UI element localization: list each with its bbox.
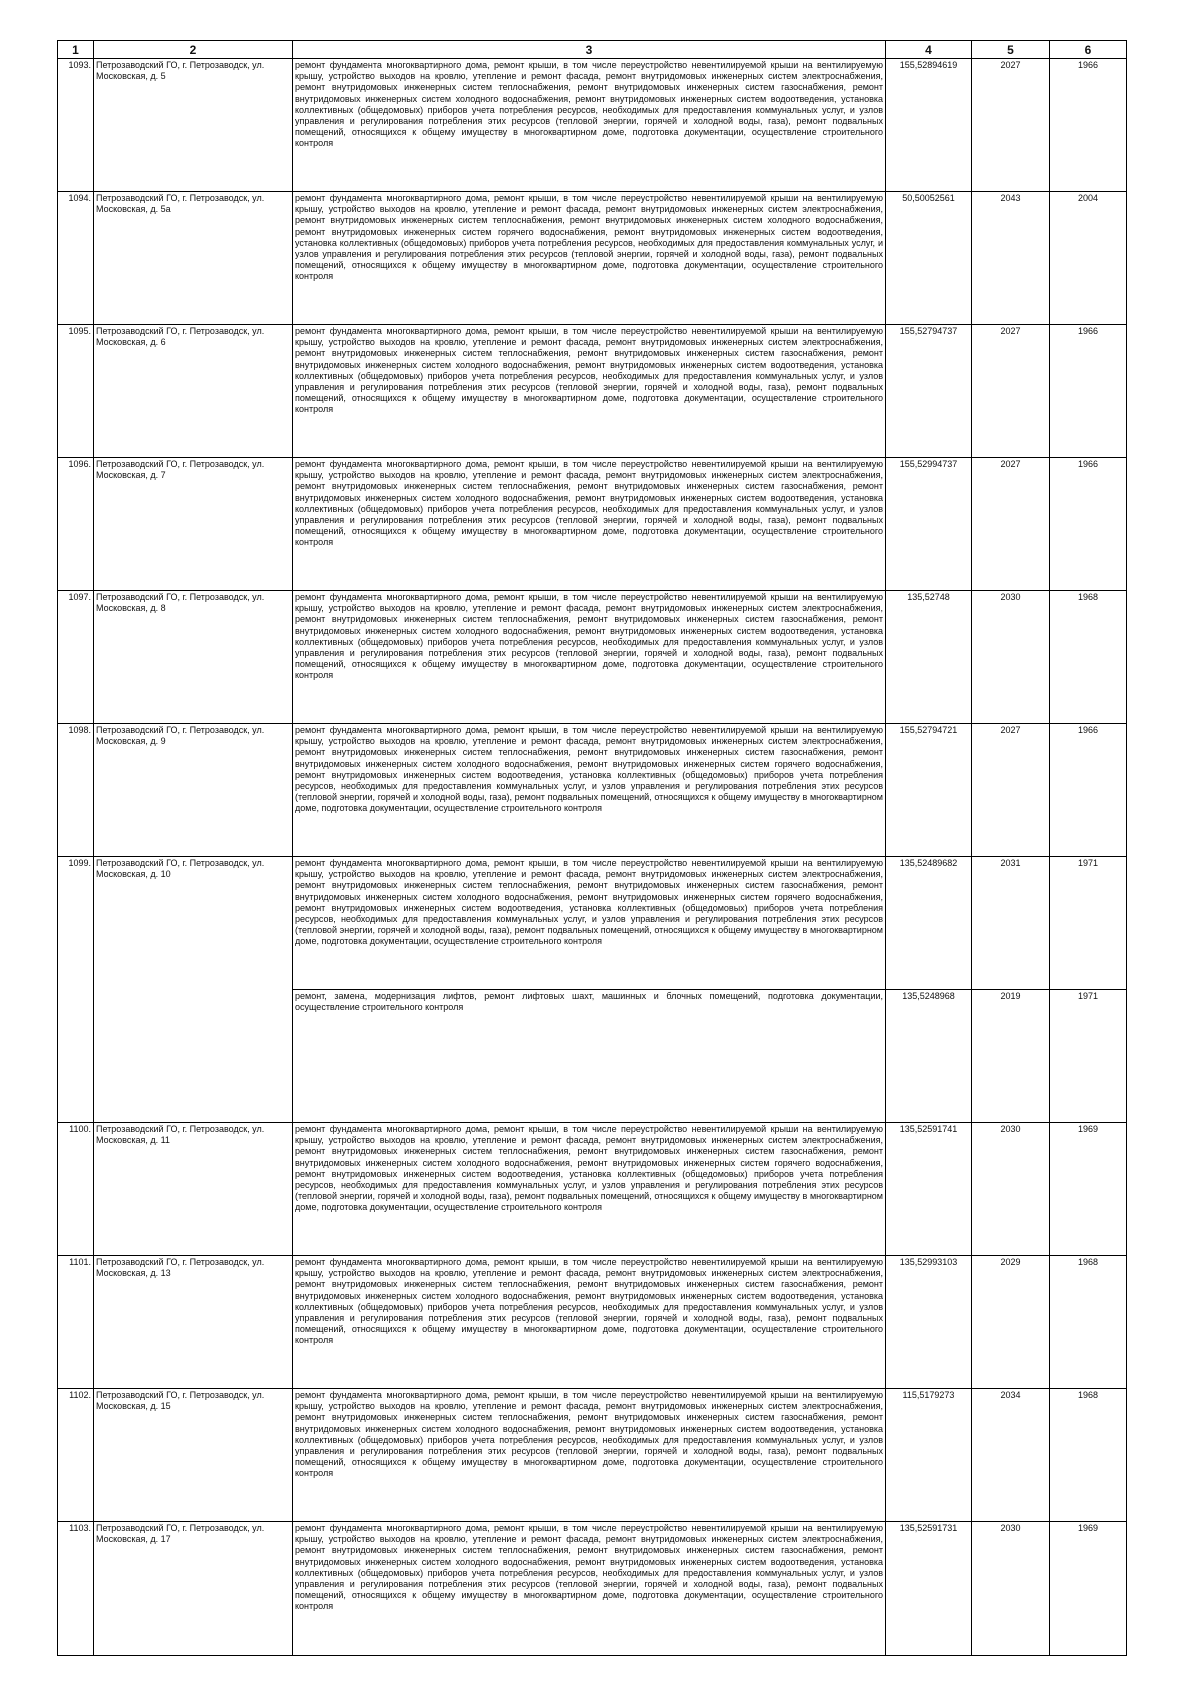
- row-number: 1094.: [58, 192, 94, 325]
- table-row: [58, 1123, 1127, 1256]
- column-header-3: 3: [293, 41, 886, 59]
- cost-cell: 135,52748: [886, 591, 972, 724]
- works-cell: ремонт фундамента многоквартирного дома, ремонт крыши, в том числе переустройство невентилируемой крыши на вентилируемую крышу, устройство выходов на кровлю, утепление и ремонт фасада, ремонт внутридомовых инженерных систем электроснабжения, ремонт внутридомовых инженерных систем теплоснабжения, ремонт внутридомовых инженерных систем газоснабжения, ремонт внутридомовых инженерных систем холодного водоснабжения, ремонт внутридомовых инженерных систем горячего водоснабжения, ремонт внутридомовых инженерных систем водоотведения, установка коллективных (общедомовых) приборов учета потребления ресурсов, необходимых для предоставления коммунальных услуг, и узлов управления и регулирования потребления этих ресурсов (тепловой энергии, горячей и холодной воды, газа), ремонт подвальных помещений, относящихся к общему имуществу в многоквартирном доме, подготовка документации, осуществление строительного контроля: [293, 724, 886, 857]
- header-row: [58, 41, 1127, 59]
- repair-year-cell: 2030: [972, 1123, 1050, 1256]
- build-year-cell: 1971: [1050, 990, 1127, 1123]
- build-year-cell: 1966: [1050, 458, 1127, 591]
- works-cell: ремонт, замена, модернизация лифтов, ремонт лифтовых шахт, машинных и блочных помещений, подготовка документации, осуществление строительного контроля: [293, 990, 886, 1123]
- address-cell: Петрозаводский ГО, г. Петрозаводск, ул. Московская, д. 8: [94, 591, 293, 724]
- cost-cell: 135,52591731: [886, 1522, 972, 1656]
- works-cell: ремонт фундамента многоквартирного дома, ремонт крыши, в том числе переустройство невентилируемой крыши на вентилируемую крышу, устройство выходов на кровлю, утепление и ремонт фасада, ремонт внутридомовых инженерных систем электроснабжения, ремонт внутридомовых инженерных систем теплоснабжения, ремонт внутридомовых инженерных систем газоснабжения, ремонт внутридомовых инженерных систем холодного водоснабжения, ремонт внутридомовых инженерных систем водоотведения, установка коллективных (общедомовых) приборов учета потребления ресурсов, необходимых для предоставления коммунальных услуг, и узлов управления и регулирования потребления этих ресурсов (тепловой энергии, горячей и холодной воды, газа), ремонт подвальных помещений, относящихся к общему имуществу в многоквартирном доме, подготовка документации, осуществление строительного контроля: [293, 458, 886, 591]
- address-cell: Петрозаводский ГО, г. Петрозаводск, ул. Московская, д. 17: [94, 1522, 293, 1656]
- build-year-cell: 1966: [1050, 325, 1127, 458]
- build-year-cell: 1966: [1050, 724, 1127, 857]
- build-year-cell: 1968: [1050, 1389, 1127, 1522]
- repair-year-cell: 2027: [972, 325, 1050, 458]
- repair-year-cell: 2030: [972, 591, 1050, 724]
- cost-cell: 155,52794737: [886, 325, 972, 458]
- row-number: 1093.: [58, 59, 94, 192]
- build-year-cell: 1968: [1050, 1256, 1127, 1389]
- repair-year-cell: 2030: [972, 1522, 1050, 1656]
- build-year-cell: 1971: [1050, 857, 1127, 990]
- row-number: 1095.: [58, 325, 94, 458]
- build-year-cell: 1966: [1050, 59, 1127, 192]
- works-cell: ремонт фундамента многоквартирного дома, ремонт крыши, в том числе переустройство невентилируемой крыши на вентилируемую крышу, устройство выходов на кровлю, утепление и ремонт фасада, ремонт внутридомовых инженерных систем электроснабжения, ремонт внутридомовых инженерных систем теплоснабжения, ремонт внутридомовых инженерных систем газоснабжения, ремонт внутридомовых инженерных систем холодного водоснабжения, ремонт внутридомовых инженерных систем водоотведения, установка коллективных (общедомовых) приборов учета потребления ресурсов, необходимых для предоставления коммунальных услуг, и узлов управления и регулирования потребления этих ресурсов (тепловой энергии, горячей и холодной воды, газа), ремонт подвальных помещений, относящихся к общему имуществу в многоквартирном доме, подготовка документации, осуществление строительного контроля: [293, 1522, 886, 1656]
- cost-cell: 115,5179273: [886, 1389, 972, 1522]
- repair-year-cell: 2034: [972, 1389, 1050, 1522]
- table-row: [58, 192, 1127, 325]
- address-cell: Петрозаводский ГО, г. Петрозаводск, ул. Московская, д. 7: [94, 458, 293, 591]
- table-row: [58, 458, 1127, 591]
- cost-cell: 135,52993103: [886, 1256, 972, 1389]
- build-year-cell: 1968: [1050, 591, 1127, 724]
- row-number: 1100.: [58, 1123, 94, 1256]
- works-cell: ремонт фундамента многоквартирного дома, ремонт крыши, в том числе переустройство невентилируемой крыши на вентилируемую крышу, устройство выходов на кровлю, утепление и ремонт фасада, ремонт внутридомовых инженерных систем электроснабжения, ремонт внутридомовых инженерных систем теплоснабжения, ремонт внутридомовых инженерных систем газоснабжения, ремонт внутридомовых инженерных систем холодного водоснабжения, ремонт внутридомовых инженерных систем водоотведения, установка коллективных (общедомовых) приборов учета потребления ресурсов, необходимых для предоставления коммунальных услуг, и узлов управления и регулирования потребления этих ресурсов (тепловой энергии, горячей и холодной воды, газа), ремонт подвальных помещений, относящихся к общему имуществу в многоквартирном доме, подготовка документации, осуществление строительного контроля: [293, 591, 886, 724]
- works-cell: ремонт фундамента многоквартирного дома, ремонт крыши, в том числе переустройство невентилируемой крыши на вентилируемую крышу, устройство выходов на кровлю, утепление и ремонт фасада, ремонт внутридомовых инженерных систем электроснабжения, ремонт внутридомовых инженерных систем теплоснабжения, ремонт внутридомовых инженерных систем газоснабжения, ремонт внутридомовых инженерных систем холодного водоснабжения, ремонт внутридомовых инженерных систем водоотведения, установка коллективных (общедомовых) приборов учета потребления ресурсов, необходимых для предоставления коммунальных услуг, и узлов управления и регулирования потребления этих ресурсов (тепловой энергии, горячей и холодной воды, газа), ремонт подвальных помещений, относящихся к общему имуществу в многоквартирном доме, подготовка документации, осуществление строительного контроля: [293, 59, 886, 192]
- table-row: [58, 1389, 1127, 1522]
- works-cell: ремонт фундамента многоквартирного дома, ремонт крыши, в том числе переустройство невентилируемой крыши на вентилируемую крышу, устройство выходов на кровлю, утепление и ремонт фасада, ремонт внутридомовых инженерных систем электроснабжения, ремонт внутридомовых инженерных систем теплоснабжения, ремонт внутридомовых инженерных систем газоснабжения, ремонт внутридомовых инженерных систем холодного водоснабжения, ремонт внутридомовых инженерных систем водоотведения, установка коллективных (общедомовых) приборов учета потребления ресурсов, необходимых для предоставления коммунальных услуг, и узлов управления и регулирования потребления этих ресурсов (тепловой энергии, горячей и холодной воды, газа), ремонт подвальных помещений, относящихся к общему имуществу в многоквартирном доме, подготовка документации, осуществление строительного контроля: [293, 1256, 886, 1389]
- repair-year-cell: 2043: [972, 192, 1050, 325]
- address-cell: Петрозаводский ГО, г. Петрозаводск, ул. Московская, д. 11: [94, 1123, 293, 1256]
- works-cell: ремонт фундамента многоквартирного дома, ремонт крыши, в том числе переустройство невентилируемой крыши на вентилируемую крышу, устройство выходов на кровлю, утепление и ремонт фасада, ремонт внутридомовых инженерных систем электроснабжения, ремонт внутридомовых инженерных систем теплоснабжения, ремонт внутридомовых инженерных систем газоснабжения, ремонт внутридомовых инженерных систем холодного водоснабжения, ремонт внутридомовых инженерных систем горячего водоснабжения, ремонт внутридомовых инженерных систем водоотведения, установка коллективных (общедомовых) приборов учета потребления ресурсов, необходимых для предоставления коммунальных услуг, и узлов управления и регулирования потребления этих ресурсов (тепловой энергии, горячей и холодной воды, газа), ремонт подвальных помещений, относящихся к общему имуществу в многоквартирном доме, подготовка документации, осуществление строительного контроля: [293, 1123, 886, 1256]
- repair-year-cell: 2029: [972, 1256, 1050, 1389]
- table-row: [58, 591, 1127, 724]
- works-cell: ремонт фундамента многоквартирного дома, ремонт крыши, в том числе переустройство невентилируемой крыши на вентилируемую крышу, устройство выходов на кровлю, утепление и ремонт фасада, ремонт внутридомовых инженерных систем электроснабжения, ремонт внутридомовых инженерных систем теплоснабжения, ремонт внутридомовых инженерных систем газоснабжения, ремонт внутридомовых инженерных систем холодного водоснабжения, ремонт внутридомовых инженерных систем водоотведения, установка коллективных (общедомовых) приборов учета потребления ресурсов, необходимых для предоставления коммунальных услуг, и узлов управления и регулирования потребления этих ресурсов (тепловой энергии, горячей и холодной воды, газа), ремонт подвальных помещений, относящихся к общему имуществу в многоквартирном доме, подготовка документации, осуществление строительного контроля: [293, 1389, 886, 1522]
- table-row: [58, 857, 1127, 990]
- repair-year-cell: 2031: [972, 857, 1050, 990]
- row-number: 1096.: [58, 458, 94, 591]
- cost-cell: 135,52489682: [886, 857, 972, 990]
- repair-year-cell: 2027: [972, 59, 1050, 192]
- column-header-1: 1: [58, 41, 94, 59]
- row-number: 1103.: [58, 1522, 94, 1656]
- address-cell: Петрозаводский ГО, г. Петрозаводск, ул. Московская, д. 13: [94, 1256, 293, 1389]
- column-header-4: 4: [886, 41, 972, 59]
- build-year-cell: 1969: [1050, 1522, 1127, 1656]
- row-number: 1097.: [58, 591, 94, 724]
- row-number: 1099.: [58, 857, 94, 1123]
- repair-year-cell: 2027: [972, 458, 1050, 591]
- table-row: [58, 59, 1127, 192]
- address-cell: Петрозаводский ГО, г. Петрозаводск, ул. Московская, д. 10: [94, 857, 293, 1123]
- cost-cell: 155,52894619: [886, 59, 972, 192]
- address-cell: Петрозаводский ГО, г. Петрозаводск, ул. Московская, д. 9: [94, 724, 293, 857]
- table-row: [58, 724, 1127, 857]
- works-cell: ремонт фундамента многоквартирного дома, ремонт крыши, в том числе переустройство невентилируемой крыши на вентилируемую крышу, устройство выходов на кровлю, утепление и ремонт фасада, ремонт внутридомовых инженерных систем электроснабжения, ремонт внутридомовых инженерных систем теплоснабжения, ремонт внутридомовых инженерных систем газоснабжения, ремонт внутридомовых инженерных систем холодного водоснабжения, ремонт внутридомовых инженерных систем водоотведения, установка коллективных (общедомовых) приборов учета потребления ресурсов, необходимых для предоставления коммунальных услуг, и узлов управления и регулирования потребления этих ресурсов (тепловой энергии, горячей и холодной воды, газа), ремонт подвальных помещений, относящихся к общему имуществу в многоквартирном доме, подготовка документации, осуществление строительного контроля: [293, 325, 886, 458]
- row-number: 1098.: [58, 724, 94, 857]
- table-row: [58, 325, 1127, 458]
- cost-cell: 135,5248968: [886, 990, 972, 1123]
- works-cell: ремонт фундамента многоквартирного дома, ремонт крыши, в том числе переустройство невентилируемой крыши на вентилируемую крышу, устройство выходов на кровлю, утепление и ремонт фасада, ремонт внутридомовых инженерных систем электроснабжения, ремонт внутридомовых инженерных систем теплоснабжения, ремонт внутридомовых инженерных систем газоснабжения, ремонт внутридомовых инженерных систем холодного водоснабжения, ремонт внутридомовых инженерных систем горячего водоснабжения, ремонт внутридомовых инженерных систем водоотведения, установка коллективных (общедомовых) приборов учета потребления ресурсов, необходимых для предоставления коммунальных услуг, и узлов управления и регулирования потребления этих ресурсов (тепловой энергии, горячей и холодной воды, газа), ремонт подвальных помещений, относящихся к общему имуществу в многоквартирном доме, подготовка документации, осуществление строительного контроля: [293, 857, 886, 990]
- column-header-2: 2: [94, 41, 293, 59]
- address-cell: Петрозаводский ГО, г. Петрозаводск, ул. Московская, д. 6: [94, 325, 293, 458]
- cost-cell: 50,50052561: [886, 192, 972, 325]
- column-header-5: 5: [972, 41, 1050, 59]
- address-cell: Петрозаводский ГО, г. Петрозаводск, ул. Московская, д. 5: [94, 59, 293, 192]
- table-row: [58, 1522, 1127, 1656]
- row-number: 1102.: [58, 1389, 94, 1522]
- build-year-cell: 2004: [1050, 192, 1127, 325]
- table-row: [58, 1256, 1127, 1389]
- row-number: 1101.: [58, 1256, 94, 1389]
- cost-cell: 155,52994737: [886, 458, 972, 591]
- works-cell: ремонт фундамента многоквартирного дома, ремонт крыши, в том числе переустройство невентилируемой крыши на вентилируемую крышу, устройство выходов на кровлю, утепление и ремонт фасада, ремонт внутридомовых инженерных систем электроснабжения, ремонт внутридомовых инженерных систем теплоснабжения, ремонт внутридомовых инженерных систем холодного водоснабжения, ремонт внутридомовых инженерных систем горячего водоснабжения, ремонт внутридомовых инженерных систем водоотведения, установка коллективных (общедомовых) приборов учета потребления ресурсов, необходимых для предоставления коммунальных услуг, и узлов управления и регулирования потребления этих ресурсов (тепловой энергии, горячей и холодной воды, газа), ремонт подвальных помещений, относящихся к общему имуществу в многоквартирном доме, подготовка документации, осуществление строительного контроля: [293, 192, 886, 325]
- cost-cell: 155,52794721: [886, 724, 972, 857]
- repair-year-cell: 2027: [972, 724, 1050, 857]
- column-header-6: 6: [1050, 41, 1127, 59]
- repair-year-cell: 2019: [972, 990, 1050, 1123]
- address-cell: Петрозаводский ГО, г. Петрозаводск, ул. Московская, д. 5а: [94, 192, 293, 325]
- address-cell: Петрозаводский ГО, г. Петрозаводск, ул. Московская, д. 15: [94, 1389, 293, 1522]
- register-table: [57, 40, 1127, 1656]
- cost-cell: 135,52591741: [886, 1123, 972, 1256]
- build-year-cell: 1969: [1050, 1123, 1127, 1256]
